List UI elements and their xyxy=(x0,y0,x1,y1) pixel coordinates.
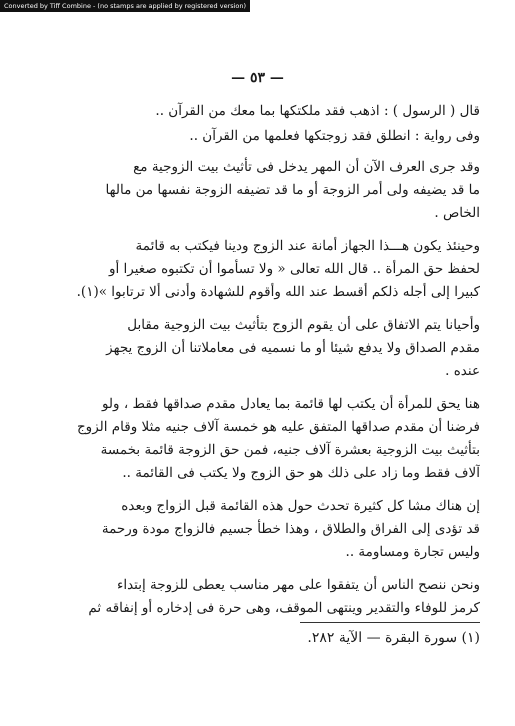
conversion-banner: Converted by Tiff Combine - (no stamps are applied by registered version) xyxy=(0,0,250,12)
text-line: قد تؤدى إلى الفراق والطلاق ، وهذا خطأ جسيم فالزواج مودة ورحمة xyxy=(101,521,480,537)
text-line: لحفظ حق المرأة .. قال الله تعالى « ولا تسأموا أن تكتبوه صغيرا أو xyxy=(108,261,480,277)
text-line: عنده . xyxy=(445,363,480,379)
text-line: الخاص . xyxy=(434,205,480,221)
paragraph-trust xyxy=(40,235,480,304)
page-number: — ٥٣ — xyxy=(231,70,284,86)
footnote: (١) سورة البقرة — الآية ٢٨٢. xyxy=(307,630,480,646)
text-line: قال ( الرسول ) : اذهب فقد ملكتكها بما معك من القرآن .. xyxy=(155,103,480,119)
text-line: وفى رواية : انطلق فقد زوجتكها فعلمها من القرآن .. xyxy=(189,128,480,144)
text-line: ونحن ننصح الناس أن يتفقوا على مهر مناسب يعطى للزوجة إبتداء xyxy=(116,577,480,593)
text-line: ما قد يضيفه ولى أمر الزوجة أو ما قد تضيفه الزوجة نفسها من مالها xyxy=(105,182,480,198)
text-line: إن هناك مشا كل كثيرة تحدث حول هذه القائمة قبل الزواج وبعده xyxy=(121,498,480,514)
paragraph-advice xyxy=(40,574,480,620)
paragraph-custom xyxy=(40,156,480,225)
text-line: كرمز للوفاء والتقدير وينتهى الموقف، وهى حرة فى إدخاره أو إنفاقه ثم xyxy=(88,600,480,616)
text-line: فرضنا أن مقدم صداقها المتفق عليه هو خمسة آلاف جنيه مثلا وقام الزوج xyxy=(76,419,480,435)
text-line: وأحيانا يتم الاتفاق على أن يقوم الزوج بتأثيث بيت الزوجية مقابل xyxy=(127,317,480,333)
text-line: آلاف فقط وما زاد على ذلك هو حق الزوج ولا يكتب فى القائمة .. xyxy=(122,465,480,481)
text-line: مقدم الصداق ولا يدفع شيئا أو ما نسميه فى معاملاتنا أن الزوج يجهز xyxy=(106,340,480,356)
paragraph-problems xyxy=(40,495,480,564)
text-line: وحينئذ يكون هـــذا الجهاز أمانة عند الزوج ودينا فيكتب به قائمة xyxy=(135,238,480,254)
text-line: وقد جرى العرف الآن أن المهر يدخل فى تأثيث بيت الزوجية مع xyxy=(133,159,480,175)
footnote-divider xyxy=(300,622,480,623)
paragraph-quote-2 xyxy=(40,125,480,148)
page-body xyxy=(40,92,480,620)
paragraph-example xyxy=(40,393,480,485)
text-line: هنا يحق للمرأة أن يكتب لها قائمة بما يعادل مقدم صداقها فقط ، ولو xyxy=(101,396,480,412)
text-line: كبيرا إلى أجله ذلكم أقسط عند الله وأقوم للشهادة وأدنى ألا ترتابوا »(١). xyxy=(76,284,480,300)
text-line: وليس تجارة ومساومة .. xyxy=(345,544,480,560)
text-line: بتأثيث بيت الزوجية بعشرة آلاف جنيه، فمن حق الزوجة قائمة بخمسة xyxy=(100,442,480,458)
paragraph-quote-1 xyxy=(40,100,480,123)
paragraph-agreement xyxy=(40,314,480,383)
